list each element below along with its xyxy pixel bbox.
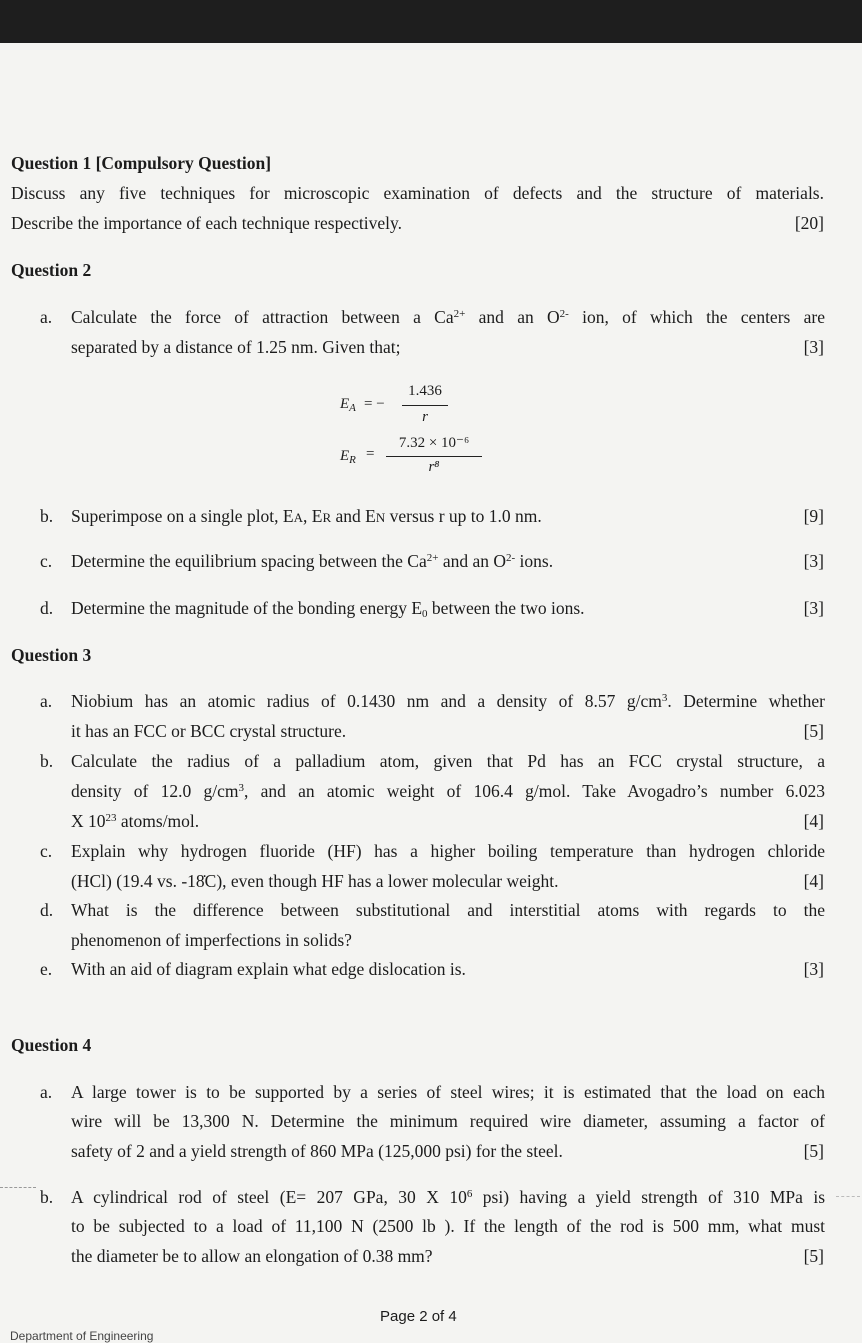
q2a-letter: a. (40, 307, 53, 327)
q2d-text: Determine the magnitude of the bonding energy $E_0$ between the two ions. (71, 598, 585, 620)
q4b-line2: to be subjected to a load of 11,100 N (2500 lb ). If the length of the rod is 500 mm, what must (71, 1216, 825, 1236)
q4b-marks: [5] (803, 1246, 824, 1266)
left-dash-line (0, 1187, 36, 1188)
q3a-line2: it has an FCC or BCC crystal structure. (71, 721, 347, 741)
q2c-text: Determine the equilibrium spacing between the $Ca^{2+}$ and an $O^{2-}$ ions. (71, 551, 554, 571)
q3d-line2: phenomenon of imperfections in solids? (71, 930, 352, 950)
q2d-marks: [3] (803, 598, 824, 618)
q4a-marks: [5] (803, 1141, 824, 1161)
q4b-letter: b. (40, 1187, 54, 1207)
q4a-line1: A large tower is to be supported by a series of steel wires; it is estimated that the load on each (71, 1082, 825, 1102)
ea-equals: = − (364, 396, 385, 412)
er-symbol: $E_R$ (340, 448, 356, 466)
er-numerator: 7.32 × 10⁻⁶ (398, 435, 470, 451)
right-dash-line (836, 1196, 860, 1197)
q3e-line1: With an aid of diagram explain what edge dislocation is. (71, 959, 466, 979)
q3e-marks: [3] (803, 959, 824, 979)
q3a-line1: Niobium has an atomic radius of 0.1430 nm and a density of 8.57 $g/cm^3$. Determine whether (71, 691, 825, 711)
q3c-marks: [4] (803, 871, 824, 891)
ea-fraction-bar (402, 405, 448, 406)
q2a-line1: Calculate the force of attraction between a $Ca^{2+}$ and an $O^{2-}$ ion, of which the centers are (71, 307, 825, 327)
ea-symbol: $E_A$ (340, 396, 356, 414)
er-equals: = (366, 446, 375, 462)
q3c-line2: (HCl) (19.4 vs. -18̇C), even though HF has a lower molecular weight. (71, 871, 559, 891)
q2b-marks: [9] (803, 506, 824, 526)
q2c-letter: c. (40, 551, 53, 571)
q3a-letter: a. (40, 691, 53, 711)
q1-marks: [20] (794, 213, 824, 233)
q4b-line3: the diameter be to allow an elongation of 0.38 mm? (71, 1246, 433, 1266)
q2d-letter: d. (40, 598, 54, 618)
q2b-text: Superimpose on a single plot, EA, ER and EN versus r up to 1.0 nm. (71, 506, 542, 526)
er-fraction-bar (386, 456, 482, 457)
q3b-letter: b. (40, 751, 54, 771)
q4-heading: Question 4 (11, 1035, 92, 1055)
q3e-letter: e. (40, 959, 53, 979)
q3b-line2: density of 12.0 $g/cm^3$, and an atomic weight of 106.4 g/mol. Take Avogadro’s number 6.023 (71, 781, 825, 801)
top-dark-band (0, 0, 862, 43)
q4a-line2: wire will be 13,300 N. Determine the minimum required wire diameter, assuming a factor of (71, 1111, 825, 1131)
q2b-letter: b. (40, 506, 54, 526)
department-footer: Department of Engineering (10, 1329, 154, 1343)
q3c-line1: Explain why hydrogen fluoride (HF) has a higher boiling temperature than hydrogen chloride (71, 841, 825, 861)
q1-line2: Describe the importance of each technique respectively. (11, 213, 402, 233)
q3b-line3: X $10^{23}$ atoms/mol. (71, 811, 200, 831)
ea-numerator: 1.436 (408, 383, 442, 399)
q3d-line1: What is the difference between substitutional and interstitial atoms with regards to the (71, 900, 825, 920)
q3a-marks: [5] (803, 721, 824, 741)
ea-denominator: r (422, 409, 428, 425)
q3d-letter: d. (40, 900, 54, 920)
page-number: Page 2 of 4 (380, 1308, 457, 1325)
q2a-marks: [3] (803, 337, 824, 357)
q3-heading: Question 3 (11, 645, 92, 665)
er-denominator: r⁸ (428, 459, 440, 475)
q1-line1: Discuss any five techniques for microscopic examination of defects and the structure of materials. (11, 183, 824, 203)
q3b-marks: [4] (803, 811, 824, 831)
q4b-line1: A cylindrical rod of steel (E= 207 GPa, 30 X $10^6$ psi) having a yield strength of 310 MPa is (71, 1187, 826, 1207)
q3c-letter: c. (40, 841, 53, 861)
q3b-line1: Calculate the radius of a palladium atom, given that Pd has an FCC crystal structure, a (71, 751, 825, 771)
q4a-letter: a. (40, 1082, 53, 1102)
q2-heading: Question 2 (11, 260, 92, 280)
q2a-line2: separated by a distance of 1.25 nm. Given that; (71, 337, 401, 357)
q1-heading: Question 1 [Compulsory Question] (11, 153, 272, 173)
q4a-line3: safety of 2 and a yield strength of 860 MPa (125,000 psi) for the steel. (71, 1141, 563, 1161)
q2c-marks: [3] (803, 551, 824, 571)
